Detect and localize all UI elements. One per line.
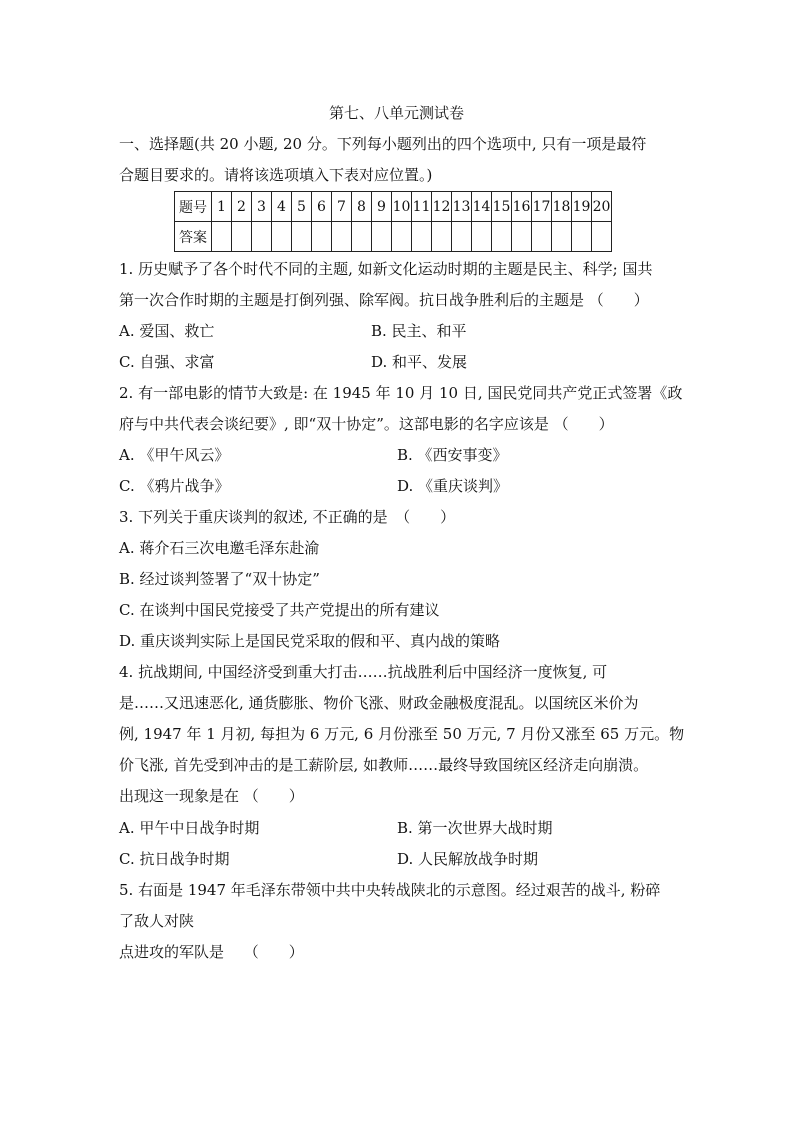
answer-cell[interactable]	[492, 222, 512, 252]
answer-cell[interactable]	[572, 222, 592, 252]
question-5-line-3: 点进攻的军队是 （ ）	[119, 943, 304, 961]
answer-cell[interactable]	[332, 222, 352, 252]
answer-cell[interactable]	[432, 222, 452, 252]
number-cell: 20	[592, 192, 612, 222]
page-title: 第七、八单元测试卷	[328, 104, 464, 122]
answer-cell[interactable]	[312, 222, 332, 252]
answer-cell[interactable]	[532, 222, 552, 252]
answer-cell[interactable]	[452, 222, 472, 252]
number-cell: 12	[432, 192, 452, 222]
answer-cell[interactable]	[512, 222, 532, 252]
question-5-line-2: 了敌人对陕	[119, 912, 195, 930]
answer-cell[interactable]	[292, 222, 312, 252]
answer-cell[interactable]	[232, 222, 252, 252]
number-cell: 3	[252, 192, 272, 222]
answer-table	[174, 191, 612, 252]
answer-cell[interactable]	[392, 222, 412, 252]
answer-cell[interactable]	[592, 222, 612, 252]
number-cell: 8	[352, 192, 372, 222]
answer-row-header: 答案	[175, 222, 212, 252]
question-3-option-b: B. 经过谈判签署了“双十协定”	[119, 570, 320, 588]
answer-cell[interactable]	[372, 222, 392, 252]
question-4-line-5: 出现这一现象是在 （ ）	[119, 787, 304, 805]
question-2-option-a: A. 《甲午风云》	[119, 446, 230, 464]
question-1-option-d: D. 和平、发展	[371, 353, 468, 371]
question-5-line-1: 5. 右面是 1947 年毛泽东带领中共中央转战陕北的示意图。经过艰苦的战斗, 粉碎	[119, 881, 661, 899]
answer-table-number-row	[175, 192, 612, 222]
question-4-line-3: 例, 1947 年 1 月初, 每担为 6 万元, 6 月份涨至 50 万元, 7 月份又涨至 65 万元。物	[119, 725, 685, 743]
number-cell: 6	[312, 192, 332, 222]
question-4-option-b: B. 第一次世界大战时期	[397, 819, 553, 837]
answer-table-answer-row	[175, 222, 612, 252]
number-cell: 4	[272, 192, 292, 222]
number-cell: 17	[532, 192, 552, 222]
number-cell: 18	[552, 192, 572, 222]
section-instruction-line-2: 合题目要求的。请将该选项填入下表对应位置。)	[119, 166, 433, 184]
number-cell: 19	[572, 192, 592, 222]
number-cell: 11	[412, 192, 432, 222]
question-1-line-2: 第一次合作时期的主题是打倒列强、除军阀。抗日战争胜利后的主题是 （ ）	[119, 291, 649, 309]
number-cell: 15	[492, 192, 512, 222]
question-2-line-2: 府与中共代表会谈纪要》, 即“双十协定”。这部电影的名字应该是 （ ）	[119, 415, 614, 433]
question-3-line-1: 3. 下列关于重庆谈判的叙述, 不正确的是 （ ）	[119, 508, 456, 526]
answer-cell[interactable]	[272, 222, 292, 252]
answer-cell[interactable]	[472, 222, 492, 252]
answer-cell[interactable]	[252, 222, 272, 252]
answer-cell[interactable]	[212, 222, 232, 252]
number-cell: 9	[372, 192, 392, 222]
question-2-option-b: B. 《西安事变》	[397, 446, 508, 464]
number-cell: 10	[392, 192, 412, 222]
question-4-option-a: A. 甲午中日战争时期	[119, 819, 260, 837]
question-3-option-a: A. 蒋介石三次电邀毛泽东赴渝	[119, 539, 320, 557]
number-cell: 1	[212, 192, 232, 222]
number-cell: 14	[472, 192, 492, 222]
question-2-option-c: C. 《鸦片战争》	[119, 477, 230, 495]
question-4-line-1: 4. 抗战期间, 中国经济受到重大打击……抗战胜利后中国经济一度恢复, 可	[119, 663, 608, 681]
question-4-line-4: 价飞涨, 首先受到冲击的是工薪阶层, 如教师……最终导致国统区经济走向崩溃。	[119, 756, 649, 774]
number-cell: 7	[332, 192, 352, 222]
question-4-option-d: D. 人民解放战争时期	[397, 850, 539, 868]
question-4-option-c: C. 抗日战争时期	[119, 850, 230, 868]
question-1-option-b: B. 民主、和平	[371, 322, 467, 340]
section-instruction-line-1: 一、选择题(共 20 小题, 20 分。下列每小题列出的四个选项中, 只有一项是最符	[119, 135, 647, 153]
number-cell: 13	[452, 192, 472, 222]
question-2-option-d: D. 《重庆谈判》	[397, 477, 509, 495]
number-cell: 16	[512, 192, 532, 222]
answer-cell[interactable]	[352, 222, 372, 252]
question-3-option-c: C. 在谈判中国民党接受了共产党提出的所有建议	[119, 601, 440, 619]
question-3-option-d: D. 重庆谈判实际上是国民党采取的假和平、真内战的策略	[119, 632, 501, 650]
answer-cell[interactable]	[412, 222, 432, 252]
number-cell: 5	[292, 192, 312, 222]
question-2-line-1: 2. 有一部电影的情节大致是: 在 1945 年 10 月 10 日, 国民党同共产党正式签署《政	[119, 384, 683, 402]
question-1-option-c: C. 自强、求富	[119, 353, 215, 371]
number-row-header: 题号	[175, 192, 212, 222]
answer-cell[interactable]	[552, 222, 572, 252]
question-1-option-a: A. 爱国、救亡	[119, 322, 215, 340]
question-4-line-2: 是……又迅速恶化, 通货膨胀、物价飞涨、财政金融极度混乱。以国统区米价为	[119, 694, 639, 712]
question-1-line-1: 1. 历史赋予了各个时代不同的主题, 如新文化运动时期的主题是民主、科学; 国共	[119, 260, 653, 278]
number-cell: 2	[232, 192, 252, 222]
